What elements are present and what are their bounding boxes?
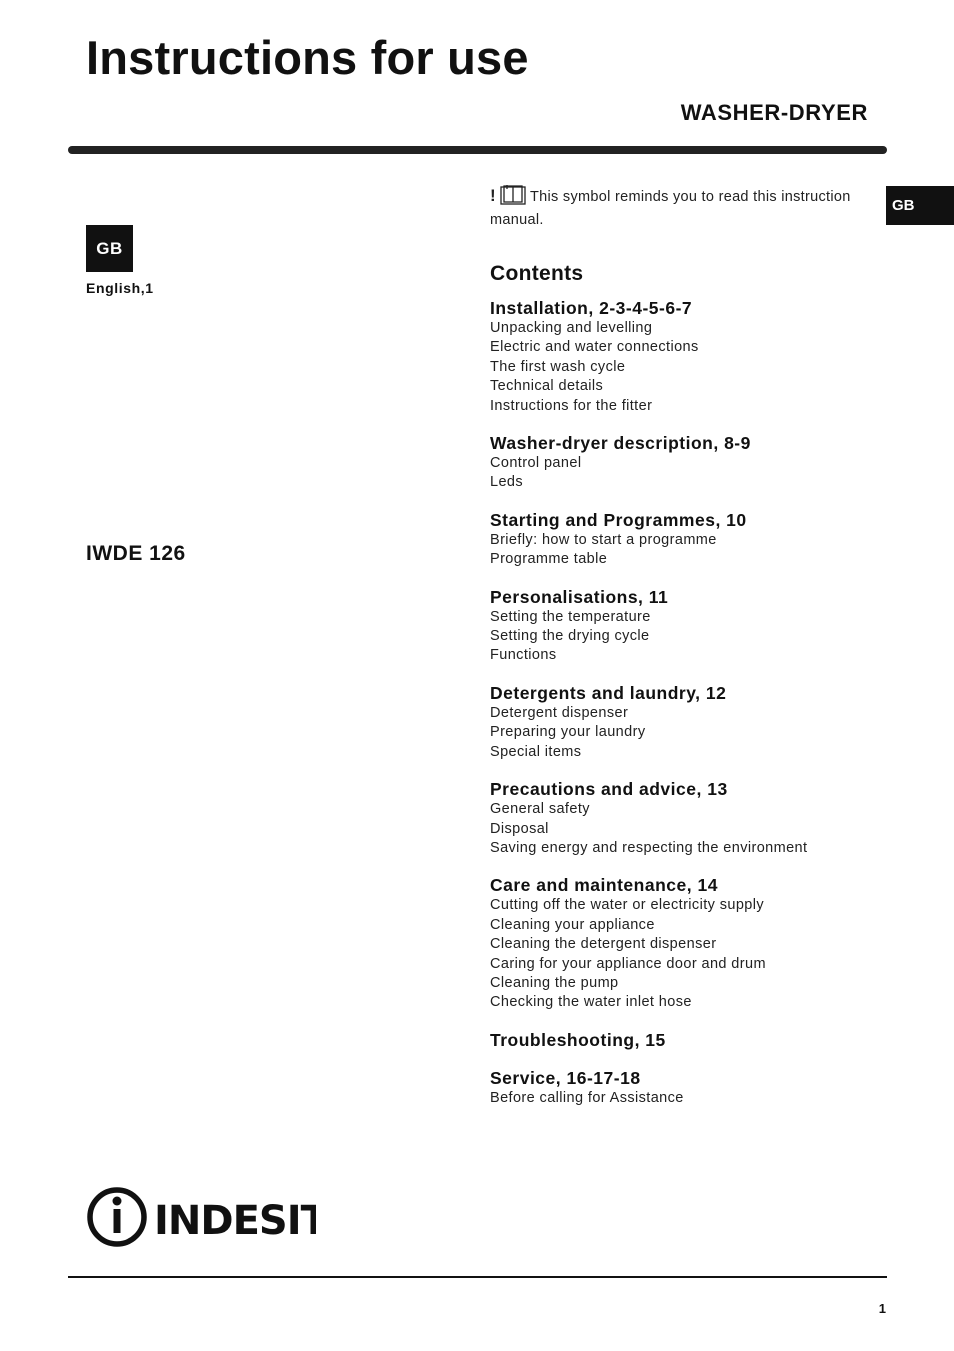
section-item: Setting the drying cycle bbox=[490, 628, 650, 645]
section-title: Starting and Programmes, 10 bbox=[490, 509, 747, 530]
page-title: Instructions for use bbox=[86, 31, 529, 84]
section-item: Leds bbox=[490, 474, 524, 491]
top-divider bbox=[68, 146, 887, 154]
contents-section bbox=[490, 510, 870, 570]
section-item: Technical details bbox=[490, 378, 604, 395]
product-type: WASHER-DRYER bbox=[680, 100, 868, 125]
section-item: Disposal bbox=[490, 820, 549, 837]
section-item: Functions bbox=[490, 647, 557, 664]
section-item: Detergent dispenser bbox=[490, 704, 629, 721]
contents-list bbox=[490, 298, 870, 1108]
language-label: English,1 bbox=[86, 280, 154, 296]
section-item: Caring for your appliance door and drum bbox=[490, 955, 766, 972]
section-title: Care and maintenance, 14 bbox=[490, 875, 718, 896]
section-item: Briefly: how to start a programme bbox=[490, 531, 717, 548]
section-title: Washer-dryer description, 8-9 bbox=[490, 433, 751, 454]
contents-section bbox=[490, 779, 870, 858]
section-item: Cleaning the pump bbox=[490, 974, 619, 991]
section-item: Setting the temperature bbox=[490, 608, 651, 625]
section-item: Electric and water connections bbox=[490, 339, 699, 356]
notice-text: This symbol reminds you to read this instruction manual. bbox=[490, 189, 851, 228]
brand-wordmark: INDESIT bbox=[154, 1198, 316, 1244]
section-item: Saving energy and respecting the environment bbox=[490, 839, 808, 856]
section-item: Programme table bbox=[490, 551, 608, 568]
contents-section bbox=[490, 433, 870, 493]
section-item: Before calling for Assistance bbox=[490, 1089, 684, 1106]
section-item: Cutting off the water or electricity supply bbox=[490, 897, 765, 914]
section-item: Instructions for the fitter bbox=[490, 397, 653, 414]
contents-section bbox=[490, 1030, 870, 1051]
right-column bbox=[490, 184, 870, 1125]
section-item: Preparing your laundry bbox=[490, 724, 646, 741]
book-icon bbox=[500, 189, 530, 205]
section-title: Service, 16-17-18 bbox=[490, 1067, 641, 1088]
contents-section bbox=[490, 683, 870, 762]
section-title: Troubleshooting, 15 bbox=[490, 1029, 666, 1050]
section-item: Control panel bbox=[490, 455, 582, 472]
contents-section bbox=[490, 587, 870, 666]
section-item: Cleaning your appliance bbox=[490, 916, 655, 933]
side-language-tab: GB bbox=[886, 186, 954, 225]
page-number: 1 bbox=[878, 1301, 886, 1316]
contents-section bbox=[490, 875, 870, 1012]
contents-section bbox=[490, 1068, 870, 1108]
section-item: The first wash cycle bbox=[490, 358, 626, 375]
section-item: Checking the water inlet hose bbox=[490, 994, 692, 1011]
language-badge: GB bbox=[86, 225, 133, 272]
section-title: Detergents and laundry, 12 bbox=[490, 682, 727, 703]
bottom-divider bbox=[68, 1276, 887, 1278]
contents-section bbox=[490, 298, 870, 416]
section-title: Installation, 2-3-4-5-6-7 bbox=[490, 298, 693, 318]
section-item: General safety bbox=[490, 801, 590, 818]
indesit-logo-icon bbox=[86, 1186, 316, 1253]
section-item: Cleaning the detergent dispenser bbox=[490, 936, 717, 953]
contents-heading: Contents bbox=[490, 262, 584, 285]
warning-mark: ! bbox=[490, 186, 496, 205]
section-item: Unpacking and levelling bbox=[490, 320, 653, 336]
section-title: Precautions and advice, 13 bbox=[490, 779, 728, 800]
read-manual-notice bbox=[490, 184, 870, 232]
section-title: Personalisations, 11 bbox=[490, 586, 669, 607]
model-number: IWDE 126 bbox=[86, 542, 186, 565]
section-item: Special items bbox=[490, 743, 582, 760]
